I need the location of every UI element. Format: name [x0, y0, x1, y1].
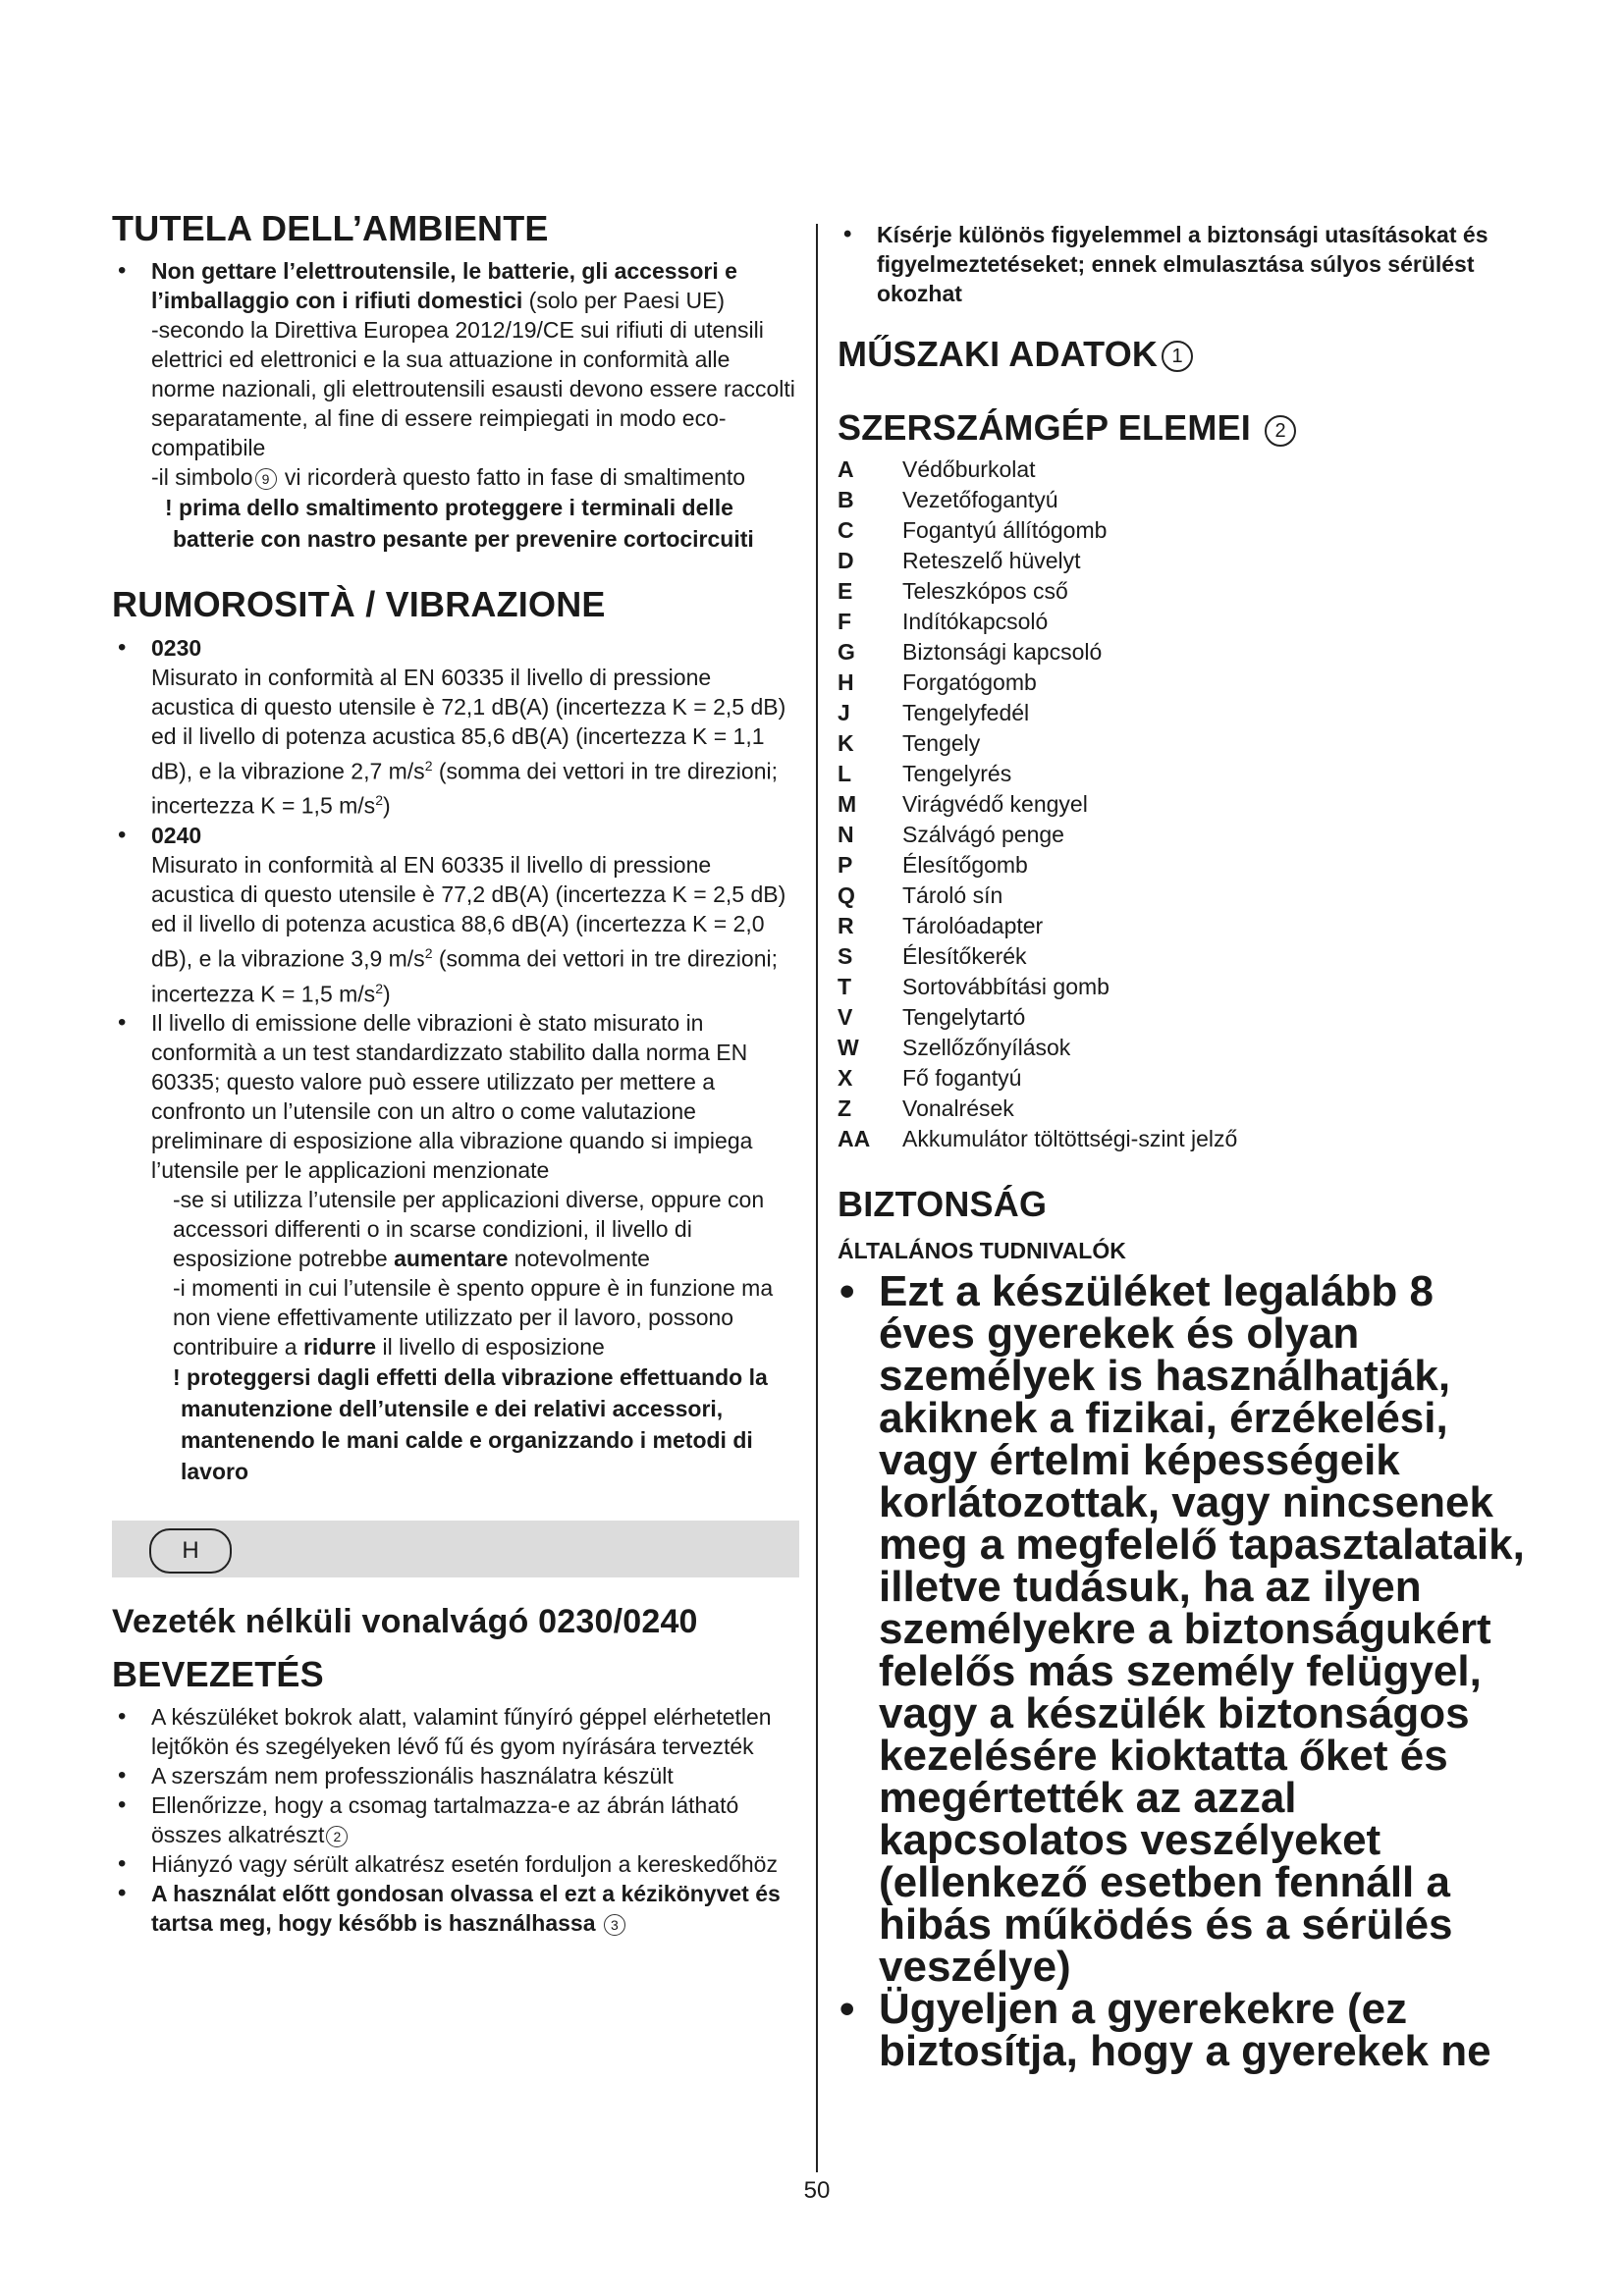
- part-row: [838, 454, 1525, 485]
- env-heading: TUTELA DELL’AMBIENTE: [112, 208, 549, 248]
- model-0230-title: • 0230: [151, 634, 202, 661]
- tech-heading-text: MŰSZAKI ADATOK: [838, 334, 1159, 374]
- part-row: [838, 881, 1525, 911]
- part-row: [838, 1094, 1525, 1124]
- part-label: Virágvédő kengyel: [902, 790, 1088, 817]
- part-key: N: [838, 821, 854, 847]
- m1-b: (somma dei vettori in tre direzioni; incertezza K = 1,5 m/s: [151, 758, 778, 820]
- m2-b: (somma dei vettori in tre direzioni; incertezza K = 1,5 m/s: [151, 945, 778, 1007]
- general-heading: ÁLTALÁNOS TUDNIVALÓK: [838, 1238, 1126, 1264]
- part-label: Élesítőkerék: [902, 942, 1027, 969]
- vib-sub1-bold: aumentare: [394, 1246, 509, 1272]
- part-label: Biztonsági kapcsoló: [902, 638, 1103, 665]
- env-tail-text: (solo per Paesi UE): [522, 288, 726, 314]
- part-row: [838, 667, 1525, 698]
- part-label: Tengelyfedél: [902, 699, 1030, 725]
- env-warning: ! prima dello smaltimento proteggere i terminali delle batterie con nastro pesante per prevenire cortocircuiti: [165, 495, 754, 553]
- part-key: V: [838, 1003, 853, 1030]
- noise-list: [112, 633, 799, 1186]
- part-row: [838, 850, 1525, 881]
- part-row: [838, 759, 1525, 789]
- part-label: Fő fogantyú: [902, 1064, 1022, 1091]
- part-row: [838, 820, 1525, 850]
- column-divider: [816, 224, 818, 2172]
- vibration-bullet: • Il livello di emissione delle vibrazioni è stato misurato in conformità a un test standardizzato stabilito dalla norma EN 60335; questo valore può essere utilizzato per mettere a confronto un l’utensile con un altro o come valutazione preliminare di esposizione alla vibrazione quando si impiega l’utensile per le applicazioni menzionate: [112, 1008, 799, 1185]
- part-label: Vezetőfogantyú: [902, 486, 1058, 512]
- sup: 2: [375, 792, 383, 809]
- intro5-text: A használat előtt gondosan olvassa el ezt a kézikönyvet és tartsa meg, hogy később is használhassa: [151, 1880, 781, 1936]
- model-0230-text: [151, 663, 799, 821]
- env-sub2-a: -il simbolo: [151, 464, 253, 491]
- part-label: Akkumulátor töltöttségi-szint jelző: [902, 1125, 1238, 1151]
- part-key: S: [838, 942, 853, 969]
- env-bold-text: Non gettare l’elettroutensile, le batterie, gli accessori e l’imballaggio con i rifiuti domestici: [151, 258, 737, 314]
- m1-a: Misurato in conformità al EN 60335 il livello di pressione acustica di questo utensile è 72,1 dB(A) (incertezza K = 2,5 dB) ed il livello di potenza acustica 85,6 dB(A) (incertezza K = 1,1 dB), e la vibrazione 2,7 m/s: [151, 664, 786, 784]
- part-row: [838, 972, 1525, 1002]
- left-column: [112, 208, 799, 1938]
- vib-sub1-b: notevolmente: [508, 1246, 650, 1272]
- figure-ref-9: 9: [255, 468, 277, 490]
- part-label: Reteszelő hüvelyt: [902, 547, 1081, 573]
- vib-sub2-a: -i momenti in cui l’utensile è spento oppure è in funzione ma non viene effettivamente utilizzato per il lavoro, possono contribuire a: [173, 1275, 774, 1361]
- part-key: M: [838, 790, 857, 817]
- m2-c: ): [382, 981, 391, 1007]
- part-row: [838, 1124, 1525, 1154]
- part-label: Vonalrések: [902, 1095, 1014, 1121]
- vib-sub2: [112, 1273, 799, 1362]
- part-row: [838, 515, 1525, 546]
- intro-item-3: [112, 1790, 799, 1849]
- part-key: D: [838, 547, 854, 573]
- part-key: L: [838, 760, 852, 786]
- part-label: Forgatógomb: [902, 668, 1037, 695]
- part-key: T: [838, 973, 852, 999]
- intro-item-1: • A készüléket bokrok alatt, valamint fűnyíró géppel elérhetetlen lejtőkön és szegélyeken lévő fű és gyom nyírására tervezték: [112, 1702, 799, 1761]
- part-key: B: [838, 486, 854, 512]
- part-key: C: [838, 516, 854, 543]
- parts-heading: [838, 407, 1525, 448]
- part-key: AA: [838, 1125, 871, 1151]
- part-label: Tárolóadapter: [902, 912, 1044, 938]
- part-label: Tengely: [902, 729, 981, 756]
- top-list: [838, 220, 1525, 308]
- product-title: Vezeték nélküli vonalvágó 0230/0240: [112, 1603, 698, 1641]
- env-sub1: -secondo la Direttiva Europea 2012/19/CE sui rifiuti di utensili elettrici ed elettronici e la sua attuazione in conformità alle norme nazionali, gli elettroutensili esausti devono essere raccolti separatamente, al fine di essere reimpiegati in modo eco-compatibile: [151, 317, 795, 461]
- part-label: Indítókapcsoló: [902, 608, 1049, 634]
- env-list: [112, 256, 799, 315]
- intro-item-2: • A szerszám nem professzionális használatra készült: [112, 1761, 799, 1790]
- part-row: [838, 546, 1525, 576]
- part-key: G: [838, 638, 855, 665]
- intro-list: [112, 1702, 799, 1938]
- env-bullet: [112, 256, 799, 315]
- part-label: Sortovábbítási gomb: [902, 973, 1110, 999]
- part-row: [838, 728, 1525, 759]
- safety-list: [838, 1267, 1525, 2076]
- part-key: E: [838, 577, 853, 604]
- part-key: X: [838, 1064, 853, 1091]
- part-label: Szellőzőnyílások: [902, 1034, 1071, 1060]
- noise-heading: RUMOROSITÀ / VIBRAZIONE: [112, 584, 606, 625]
- env-sub2-b: vi ricorderà questo fatto in fase di smaltimento: [278, 464, 746, 491]
- part-label: Élesítőgomb: [902, 851, 1028, 878]
- m1-c: ): [382, 793, 391, 820]
- part-row: [838, 607, 1525, 637]
- part-label: Fogantyú állítógomb: [902, 516, 1108, 543]
- page-number: 50: [803, 2177, 831, 2204]
- part-row: [838, 911, 1525, 941]
- part-row: [838, 789, 1525, 820]
- part-key: A: [838, 455, 854, 482]
- tech-heading: [838, 334, 1525, 374]
- part-key: P: [838, 851, 853, 878]
- part-key: F: [838, 608, 852, 634]
- part-label: Tengelytartó: [902, 1003, 1026, 1030]
- part-row: [838, 1002, 1525, 1033]
- top-bullet: • Kísérje különös figyelemmel a biztonsági utasításokat és figyelmeztetéseket; ennek elmulasztása súlyos sérülést okozhat: [838, 220, 1525, 308]
- part-key: R: [838, 912, 854, 938]
- part-row: [838, 1033, 1525, 1063]
- sup: 2: [424, 757, 433, 774]
- safety-heading: BIZTONSÁG: [838, 1183, 1048, 1224]
- figure-ref-1: 1: [1162, 341, 1193, 372]
- part-row: [838, 698, 1525, 728]
- parts-list: [838, 454, 1525, 1154]
- part-row: [838, 941, 1525, 972]
- figure-ref-2-big: 2: [1265, 415, 1296, 447]
- safety-bullet-2: • Ügyeljen a gyerekekre (ez biztosítja, hogy a gyerekek ne: [838, 1988, 1525, 2072]
- sup: 2: [424, 945, 433, 962]
- noise-0230: [112, 633, 799, 821]
- part-key: H: [838, 668, 854, 695]
- part-label: Szálvágó penge: [902, 821, 1064, 847]
- vib-sub1-a: -se si utilizza l’utensile per applicazioni diverse, oppure con accessori differenti o in scarse condizioni, il livello di esposizione potrebbe: [173, 1187, 765, 1272]
- vib-sub1: [112, 1185, 799, 1273]
- part-label: Védőburkolat: [902, 455, 1036, 482]
- part-row: [838, 1063, 1525, 1094]
- intro-heading: BEVEZETÉS: [112, 1653, 324, 1694]
- figure-ref-3: 3: [604, 1914, 625, 1936]
- part-label: Teleszkópos cső: [902, 577, 1068, 604]
- env-sub2: [112, 462, 799, 492]
- part-key: J: [838, 699, 850, 725]
- vib-warning: ! proteggersi dagli effetti della vibrazione effettuando la manutenzione dell’utensile e dei relativi accessori, mantenendo le mani calde e organizzando i metodi di lavoro: [173, 1364, 768, 1485]
- part-row: [838, 637, 1525, 667]
- part-key: Z: [838, 1095, 852, 1121]
- intro3-text: Ellenőrizze, hogy a csomag tartalmazza-e az ábrán látható összes alkatrészt: [151, 1791, 739, 1847]
- part-label: Tároló sín: [902, 881, 1003, 908]
- intro-item-4: • Hiányzó vagy sérült alkatrész esetén forduljon a kereskedőhöz: [112, 1849, 799, 1879]
- part-label: Tengelyrés: [902, 760, 1012, 786]
- parts-heading-text: SZERSZÁMGÉP ELEMEI: [838, 407, 1251, 449]
- vib-sub2-b: il livello di esposizione: [376, 1334, 605, 1361]
- model-0240-text: [151, 850, 799, 1008]
- language-bar: [112, 1521, 799, 1577]
- vib-sub2-bold: ridurre: [302, 1334, 377, 1361]
- part-key: Q: [838, 881, 855, 908]
- part-key: K: [838, 729, 854, 756]
- part-key: W: [838, 1034, 859, 1060]
- figure-ref-2: 2: [326, 1826, 348, 1847]
- model-0240-title: • 0240: [151, 823, 202, 849]
- part-row: [838, 576, 1525, 607]
- m2-a: Misurato in conformità al EN 60335 il livello di pressione acustica di questo utensile è 77,2 dB(A) (incertezza K = 2,5 dB) ed il livello di potenza acustica 88,6 dB(A) (incertezza K = 2,0 dB), e la vibrazione 3,9 m/s: [151, 852, 786, 972]
- language-badge: H: [149, 1528, 232, 1574]
- sup: 2: [375, 980, 383, 996]
- intro-item-5: [112, 1879, 799, 1938]
- noise-0240: [112, 821, 799, 1008]
- part-row: [838, 485, 1525, 515]
- safety-bullet-1: • Ezt a készüléket legalább 8 éves gyerekek és olyan személyek is használhatják, akiknek a fizikai, érzékelési, vagy értelmi képességeik korlátozottak, vagy nincsenek meg a megfelelő tapasztalataik, illetve tudásuk, ha az ilyen személyekre a biztonságukért felelős más személy felügyel, vagy a készülék biztonságos kezelésére kioktatta őket és megértették az azzal kapcsolatos veszélyeket (ellenkező esetben fennáll a hibás működés és a sérülés veszélye): [838, 1270, 1525, 1988]
- right-column: [838, 220, 1525, 2076]
